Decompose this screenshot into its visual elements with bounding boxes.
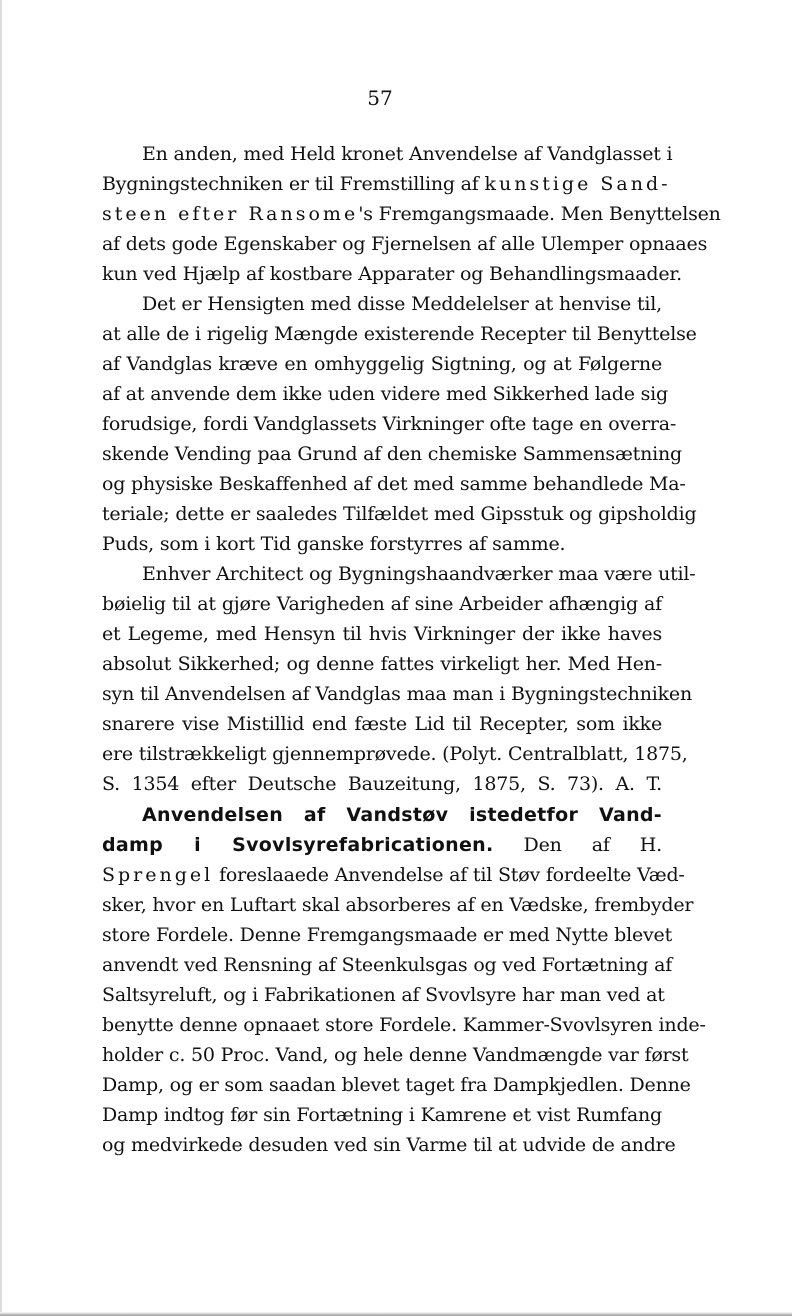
text-line: og physiske Beskaffenhed af det med samme behandlede Ma-: [102, 473, 686, 495]
text-line: forudsige, fordi Vandglassets Virkninger ofte tage en overra-: [102, 413, 677, 435]
emphasized-name: Sprengel: [102, 864, 214, 886]
text-line: teriale; dette er saaledes Tilfældet med Gipsstuk og gipsholdig: [102, 503, 697, 525]
emphasized-name: Ransome: [248, 203, 359, 225]
text-line: [102, 199, 721, 229]
text-line: snarere vise Mistillid end fæste Lid til Recepter, som ikke: [102, 713, 662, 735]
text-line: et Legeme, med Hensyn til hvis Virkninger der ikke haves: [102, 623, 662, 645]
text-segment: 's Fremgangsmaade. Men Benyttelsen: [358, 203, 721, 225]
text-line: syn til Anvendelsen af Vandglas maa man i Bygningstechniken: [102, 683, 693, 705]
text-line: Damp indtog før sin Fortætning i Kamrene et vist Rumfang: [102, 1104, 662, 1126]
text-line: af at anvende dem ikke uden videre med Sikkerhed lade sig: [102, 383, 669, 405]
text-line: S. 1354 efter Deutsche Bauzeitung, 1875, S. 73). A. T.: [102, 773, 662, 795]
text-segment: foreslaaede Anvendelse af til Støv fordeelte Væd-: [213, 864, 685, 886]
section-heading-line: [142, 800, 662, 830]
text-line: [102, 860, 685, 890]
text-segment: Bygningstechniken er til Fremstilling af: [102, 173, 485, 195]
text-line: Det er Hensigten med disse Meddelelser at henvise til,: [142, 293, 662, 315]
text-line: ere tilstrækkeligt gjennemprøvede. (Polyt. Centralblatt, 1875,: [102, 743, 688, 765]
text-line: af dets gode Egenskaber og Fjernelsen af alle Ulemper opnaaes: [102, 233, 708, 255]
section-heading-continued: damp i Svovlsyrefabricationen.: [102, 834, 494, 856]
scan-bottom-edge: [0, 1312, 792, 1316]
text-line: sker, hvor en Luftart skal absorberes af en Vædske, frembyder: [102, 894, 694, 916]
scan-left-edge: [0, 0, 2, 1316]
text-line: [102, 169, 671, 199]
emphasized-text: kunstige Sand-: [484, 173, 671, 195]
text-line: Damp, og er som saadan blevet taget fra Dampkjedlen. Denne: [102, 1074, 691, 1096]
page-number: 57: [367, 86, 393, 110]
text-line: En anden, med Held kronet Anvendelse af Vandglasset i: [142, 143, 673, 165]
section-heading: Anvendelsen af Vandstøv istedetfor Vand-: [142, 804, 662, 826]
text-line: benytte denne opnaaet store Fordele. Kammer-Svovlsyren inde-: [102, 1014, 706, 1036]
text-line: af Vandglas kræve en omhyggelig Sigtning, og at Følgerne: [102, 353, 662, 375]
text-line: at alle de i rigelig Mængde existerende Recepter til Benyttelse: [102, 323, 697, 345]
text-line: og medvirkede desuden ved sin Varme til at udvide de andre: [102, 1134, 676, 1156]
text-line: kun ved Hjælp af kostbare Apparater og Behandlingsmaader.: [102, 263, 683, 285]
text-line: absolut Sikkerhed; og denne fattes virkeligt her. Med Hen-: [102, 653, 662, 675]
text-line: store Fordele. Denne Fremgangsmaade er med Nytte blevet: [102, 924, 673, 946]
text-line: bøielig til at gjøre Varigheden af sine Arbeider afhængig af: [102, 593, 662, 615]
emphasized-text: steen efter: [102, 203, 249, 225]
text-line: Enhver Architect og Bygningshaandværker maa være util-: [142, 563, 696, 585]
text-line: [102, 830, 662, 860]
text-segment: Den af H.: [493, 834, 662, 856]
text-line: anvendt ved Rensning af Steenkulsgas og ved Fortætning af: [102, 954, 673, 976]
text-line: Saltsyreluft, og i Fabrikationen af Svovlsyre har man ved at: [102, 984, 665, 1006]
text-line: skende Vending paa Grund af den chemiske Sammensætning: [102, 443, 682, 465]
text-line: holder c. 50 Proc. Vand, og hele denne Vandmængde var først: [102, 1044, 689, 1066]
text-line: Puds, som i kort Tid ganske forstyrres af samme.: [102, 533, 566, 555]
